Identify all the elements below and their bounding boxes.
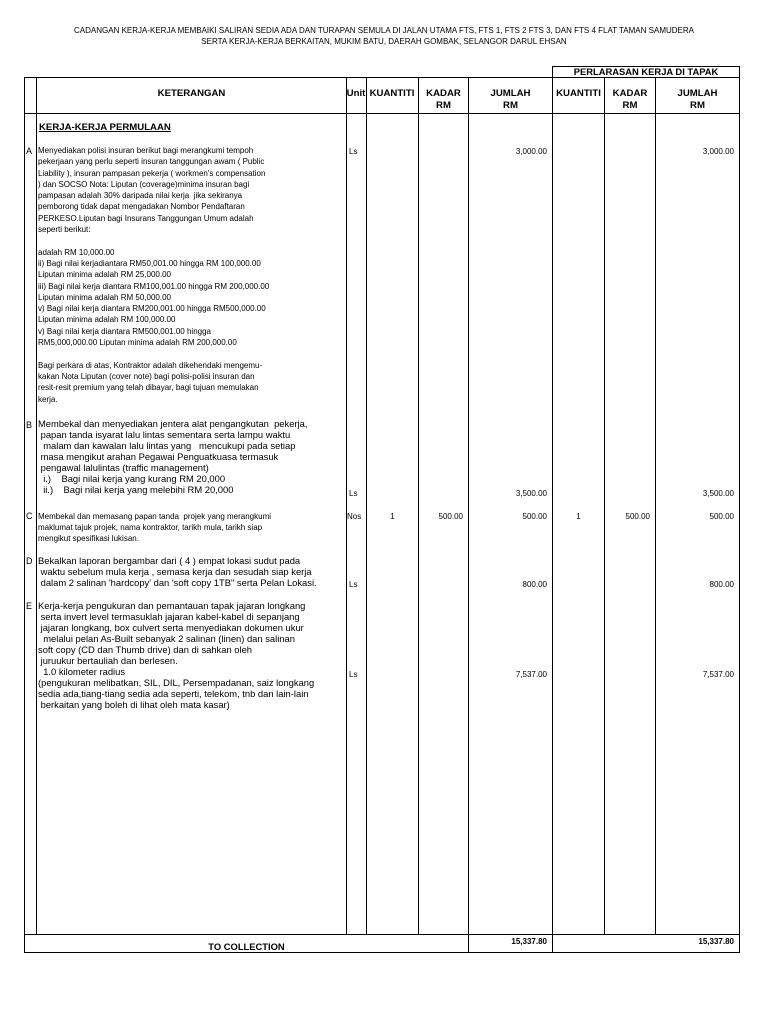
grid-line [24, 934, 739, 935]
item-label: D [26, 556, 33, 566]
item-kuantiti-2: 1 [576, 512, 581, 521]
item-description: Membekal dan memasang papan tanda projek yang merangkumi maklumat tajuk projek, nama kontraktor, tarikh mula, tarikh siap mengikut spesifikasi lukisan. [38, 512, 272, 543]
item-jumlah-2: 7,537.00 [702, 670, 734, 679]
item-unit: Ls [349, 489, 358, 498]
total-jumlah-2: 15,337.80 [698, 937, 734, 946]
grid-line [655, 77, 656, 935]
group-header-perlarasan: PERLARASAN KERJA DI TAPAK [573, 66, 719, 77]
item-jumlah-2: 3,500.00 [702, 489, 734, 498]
item-kadar: 500.00 [438, 512, 463, 521]
item-description: Menyediakan polisi insuran berikut bagi merangkumi tempoh pekerjaan yang perlu seperti insuran tanggungan awam ( Public Liability ), insuran pampasan pekerja ( workmen's compensation ) dan SOCSO Nota: Liputan (coverage)minima insuran bagi pampasan adalah 30% daripada nilai kerja jika sekiranya pemborong tidak dapat mengadakan Nombor Pendaftaran PERKESO.Liputan bagi Insurans Tanggungan Umum adalah seperti berikut: adalah RM 10,000.00 ii) Bagi nilai kerjadiantara RM50,001.00 hingga RM 100,000.00 Liputan minima adalah RM 25,000.00 iii) Bagi nilai kerja diantara RM100,001.00 hingga RM 200,000.00 Liputan minima adalah RM 50,000.00 v) Bagi nilai kerja diantara RM200,001.00 hingga RM500,000.00 Liputan minima adalah RM 100,000.00 v) Bagi nilai kerja diantara RM500,001.00 hingga RM5,000,000.00 Liputan minima adalah RM 200,000.00 Bagi perkara di atas, Kontraktor adalah dikehendaki mengemu- kakan Nota Liputan (cover note) bagi polisi-polisi insuran dan resit-resit premium yang telah dibayar, bagi tujuan memulakan kerja. [38, 146, 270, 404]
column-header-kuantiti: KUANTITI [369, 88, 415, 99]
document-title-line-1: CADANGAN KERJA-KERJA MEMBAIKI SALIRAN SEDIA ADA DAN TURAPAN SEMULA DI JALAN UTAMA FTS, FTS 1, FTS 2 FTS 3, DAN FTS 4 FLAT TAMAN SAMUDERA [74, 26, 694, 35]
column-header-jumlah-line2: RM [503, 100, 518, 111]
grid-line [552, 66, 553, 953]
item-jumlah-2: 500.00 [709, 512, 734, 521]
column-header-jumlah-2 [656, 88, 739, 112]
item-unit: Ls [349, 147, 358, 156]
item-jumlah-2: 800.00 [709, 580, 734, 589]
item-jumlah-2: 3,000.00 [702, 147, 734, 156]
column-header-kadar [419, 88, 468, 112]
grid-line [418, 77, 419, 935]
item-unit: Nos [347, 512, 362, 521]
column-header-unit: Unit [346, 88, 366, 99]
item-unit: Ls [349, 580, 358, 589]
item-label: E [26, 601, 33, 611]
column-header-kadar-2-line1: KADAR [612, 88, 648, 99]
item-label: C [26, 511, 33, 521]
grid-line [346, 77, 347, 935]
grid-line [24, 952, 739, 953]
column-header-jumlah [469, 88, 552, 112]
grid-line [739, 66, 740, 953]
document-title-line-2: SERTA KERJA-KERJA BERKAITAN, MUKIM BATU, DAERAH GOMBAK, SELANGOR DARUL EHSAN [201, 37, 567, 46]
item-label: B [26, 420, 33, 430]
item-jumlah: 3,000.00 [515, 147, 547, 156]
item-unit: Ls [349, 670, 358, 679]
item-description: Membekal dan menyediakan jentera alat pengangkutan pekerja, papan tanda isyarat lalu lintas sementara serta lampu waktu malam dan kawalan lalu lintas yang mencukupi pada setiap masa mengikut arahan Pegawai Penguatkuasa termasuk pengawal lalulintas (traffic management) i.) Bagi nilai kerja yang kurang RM 20,000 ii.) Bagi nilai kerja yang melebihi RM 20,000 [38, 418, 308, 495]
total-jumlah: 15,337.80 [511, 937, 547, 946]
column-header-jumlah-2-line2: RM [690, 100, 705, 111]
column-header-kadar-2-line2: RM [622, 100, 638, 111]
grid-line [604, 77, 605, 935]
item-kuantiti: 1 [390, 512, 395, 521]
column-header-kadar-line1: KADAR [426, 88, 461, 99]
column-header-jumlah-line1: JUMLAH [490, 88, 531, 99]
column-header-kadar-line2: RM [436, 100, 451, 111]
grid-line [24, 77, 25, 953]
item-jumlah: 7,537.00 [515, 670, 547, 679]
to-collection-label: TO COLLECTION [208, 941, 285, 952]
item-jumlah: 3,500.00 [515, 489, 547, 498]
column-header-jumlah-2-line1: JUMLAH [677, 88, 718, 99]
column-header-keterangan: KETERANGAN [157, 88, 226, 99]
item-jumlah: 800.00 [522, 580, 547, 589]
grid-line [24, 113, 739, 114]
section-title: KERJA-KERJA PERMULAAN [39, 122, 171, 133]
item-description: Kerja-kerja pengukuran dan pemantauan tapak jajaran longkang serta invert level termasuklah jajaran kabel-kabel di sepanjang jajaran longkang, box culvert serta menyediakan dokumen ukur melalui pelan As-Built sebanyak 2 salinan (linen) dan salinan soft copy (CD dan Thumb drive) dan di sahkan oleh juruukur bertauliah dan berlesen. 1.0 kilometer radius (pengukuran melibatkan, SIL, DIL, Persempadanan, saiz longkang sedia ada,tiang-tiang sedia ada seperti, telekom, tnb dan lain-lain berkaitan yang boleh di lihat oleh mata kasar) [38, 600, 315, 710]
item-label: A [26, 146, 33, 156]
grid-line [36, 77, 37, 935]
item-kadar-2: 500.00 [625, 512, 650, 521]
item-jumlah: 500.00 [522, 512, 547, 521]
column-header-kuantiti-2: KUANTITI [556, 88, 601, 99]
column-header-kadar-2 [605, 88, 655, 112]
item-description: Bekalkan laporan bergambar dari ( 4 ) empat lokasi sudut pada waktu sebelum mula kerja , semasa kerja dan sesudah siap kerja dalam 2 salinan 'hardcopy' dan 'soft copy 1TB" serta Pelan Lokasi. [38, 555, 317, 588]
grid-line [366, 77, 367, 935]
